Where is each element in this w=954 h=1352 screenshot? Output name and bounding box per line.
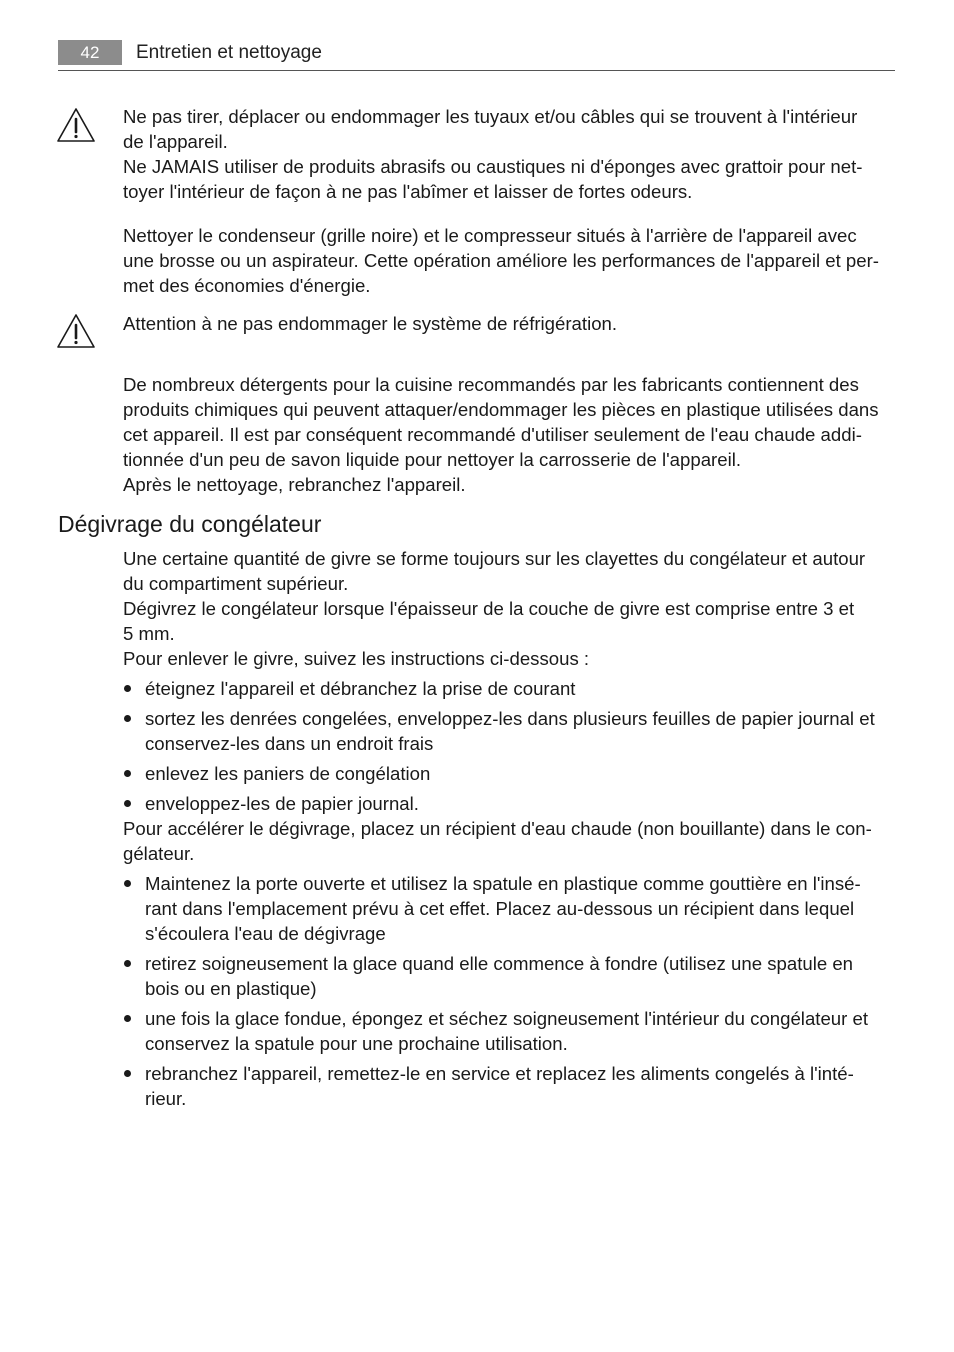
text-line: une brosse ou un aspirateur. Cette opération améliore les performances de l'appareil et per- [123,250,879,271]
bullet-list [123,871,895,1111]
text-line: toyer l'intérieur de façon à ne pas l'abîmer et laisser de fortes odeurs. [123,181,693,202]
list-item-line: sortez les denrées congelées, enveloppez-les dans plusieurs feuilles de papier journal et [145,708,875,729]
text-line: Après le nettoyage, rebranchez l'appareil. [123,474,466,495]
list-item [123,1006,895,1056]
text-line: Une certaine quantité de givre se forme toujours sur les clayettes du congélateur et autour [123,548,866,569]
text-line: cet appareil. Il est par conséquent recommandé d'utiliser seulement de l'eau chaude addi- [123,424,862,445]
paragraph-detergents [123,372,895,497]
warning-triangle-icon [56,107,96,143]
text-line: Dégivrez le congélateur lorsque l'épaisseur de la couche de givre est comprise entre 3 et [123,598,855,619]
list-item-line: rebranchez l'appareil, remettez-le en service et replacez les aliments congelés à l'inté- [145,1063,854,1084]
list-item-line: rant dans l'emplacement prévu à cet effet. Placez au-dessous un récipient dans lequel [145,898,855,919]
list-item [123,871,895,946]
list-item [123,706,895,756]
list-item-line: rieur. [145,1088,187,1109]
list-item-line: conservez-les dans un endroit frais [145,733,434,754]
bullet-list [123,676,895,816]
list-item [123,676,895,701]
page-number: 42 [58,40,122,65]
list-item-line: enlevez les paniers de congélation [145,763,431,784]
list-item-line: conservez la spatule pour une prochaine utilisation. [145,1033,568,1054]
list-item-line: retirez soigneusement la glace quand elle commence à fondre (utilisez une spatule en [145,953,854,974]
text-line: produits chimiques qui peuvent attaquer/endommager les pièces en plastique utilisées dans [123,399,879,420]
text-line: met des économies d'énergie. [123,275,371,296]
warning-text-cables [123,104,895,204]
list-item-line: une fois la glace fondue, épongez et séchez soigneusement l'intérieur du congélateur et [145,1008,868,1029]
text-line: Pour enlever le givre, suivez les instructions ci-dessous : [123,648,590,669]
text-line: Attention à ne pas endommager le système de réfrigération. [123,313,618,334]
list-item [123,951,895,1001]
list-item-line: s'écoulera l'eau de dégivrage [145,923,386,944]
list-item-line: éteignez l'appareil et débranchez la prise de courant [145,678,576,699]
text-line: tionnée d'un peu de savon liquide pour nettoyer la carrosserie de l'appareil. [123,449,741,470]
list-item-line: Maintenez la porte ouverte et utilisez la spatule en plastique comme gouttière en l'insé- [145,873,861,894]
list-item [123,791,895,816]
paragraph-condenser [123,223,895,298]
text-line: Ne pas tirer, déplacer ou endommager les tuyaux et/ou câbles qui se trouvent à l'intérieur [123,106,858,127]
text-line: Ne JAMAIS utiliser de produits abrasifs ou caustiques ni d'éponges avec grattoir pour net- [123,156,863,177]
text-line: 5 mm. [123,623,175,644]
defrost-instructions [123,546,895,1116]
page-header [58,40,895,71]
text-line: gélateur. [123,843,195,864]
text-line: Nettoyer le condenseur (grille noire) et le compresseur situés à l'arrière de l'appareil avec [123,225,857,246]
text-line: Pour accélérer le dégivrage, placez un récipient d'eau chaude (non bouillante) dans le con- [123,818,872,839]
list-item-line: bois ou en plastique) [145,978,317,999]
list-item [123,1061,895,1111]
section-heading: Dégivrage du congélateur [58,511,322,537]
text-line: du compartiment supérieur. [123,573,349,594]
text-line: De nombreux détergents pour la cuisine recommandés par les fabricants contiennent des [123,374,859,395]
list-item-line: enveloppez-les de papier journal. [145,793,419,814]
text-line: de l'appareil. [123,131,228,152]
section-title: Entretien et nettoyage [136,42,322,63]
list-item [123,761,895,786]
warning-text-refrigeration [123,311,895,336]
warning-triangle-icon [56,313,96,349]
